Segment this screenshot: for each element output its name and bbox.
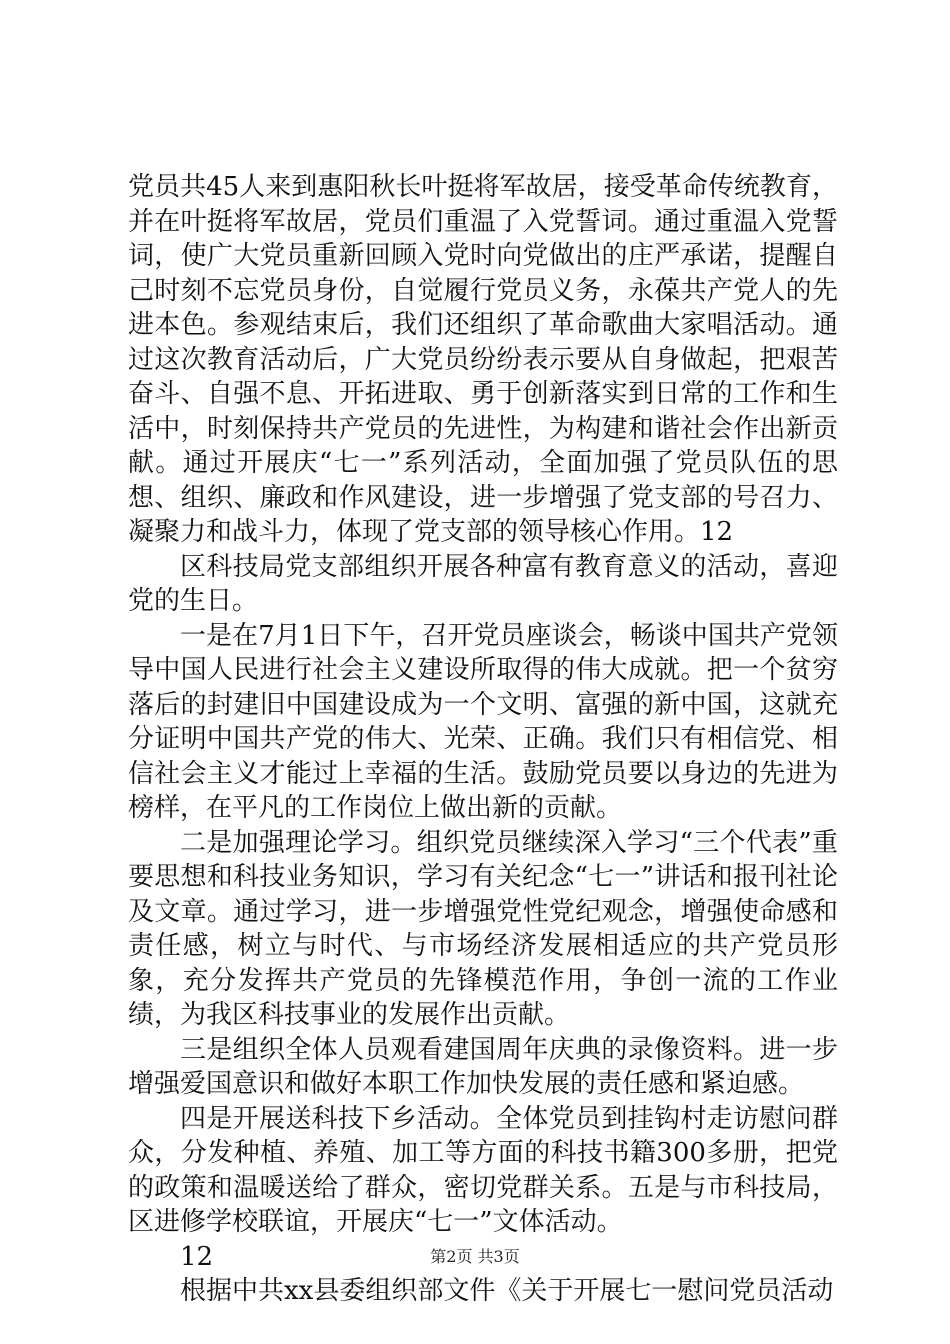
paragraph-intro: 区科技局党支部组织开展各种富有教育意义的活动，喜迎党的生日。 xyxy=(128,551,838,616)
paragraph-next-section: 根据中共xx县委组织部文件《关于开展七一慰问党员活动 xyxy=(180,1276,834,1306)
paragraph-item-2: 二是加强理论学习。组织党员继续深入学习“三个代表”重要思想和科技业务知识，学习有关纪念“七一”讲话和报刊社论及文章。通过学习，进一步增强党性党纪观念，增强使命感和责任感，树立与时代、与市场经济发展相适应的共产党员形象，充分发挥共产党员的先锋模范作用，争创一流的工作业绩，为我区科技事业的发展作出贡献。 xyxy=(128,827,838,1030)
paragraph-continuation: 党员共45人来到惠阳秋长叶挺将军故居，接受革命传统教育，并在叶挺将军故居，党员们重温了入党誓词。通过重温入党誓词，使广大党员重新回顾入党时向党做出的庄严承诺，提醒自己时刻不忘党员身份，自觉履行党员义务，永葆共产党人的先进本色。参观结束后，我们还组织了革命歌曲大家唱活动。通过这次教育活动后，广大党员纷纷表示要从自身做起，把艰苦奋斗、自强不息、开拓进取、勇于创新落实到日常的工作和生活中，时刻保持共产党员的先进性，为构建和谐社会作出新贡献。通过开展庆“七一”系列活动，全面加强了党员队伍的思想、组织、廉政和作风建设，进一步增强了党支部的号召力、凝聚力和战斗力，体现了党支部的领导核心作用。12 xyxy=(128,172,838,547)
paragraph-number: 12 xyxy=(180,1241,214,1272)
page-footer: 第2页 共3页 xyxy=(430,1247,520,1266)
document-body xyxy=(128,170,838,1309)
paragraph-item-4: 四是开展送科技下乡活动。全体党员到挂钩村走访慰问群众，分发种植、养殖、加工等方面的科技书籍300多册，把党的政策和温暖送给了群众，密切党群关系。五是与市科技局，区进修学校联谊，开展庆“七一”文体活动。 xyxy=(128,1103,838,1237)
paragraph-item-3: 三是组织全体人员观看建国周年庆典的录像资料。进一步增强爱国意识和做好本职工作加快发展的责任感和紧迫感。 xyxy=(128,1034,838,1099)
paragraph-item-1: 一是在7月1日下午，召开党员座谈会，畅谈中国共产党领导中国人民进行社会主义建设所取得的伟大成就。把一个贫穷落后的封建旧中国建设成为一个文明、富强的新中国，这就充分证明中国共产党的伟大、光荣、正确。我们只有相信党、相信社会主义才能过上幸福的生活。鼓励党员要以身边的先进为榜样，在平凡的工作岗位上做出新的贡献。 xyxy=(128,620,838,823)
